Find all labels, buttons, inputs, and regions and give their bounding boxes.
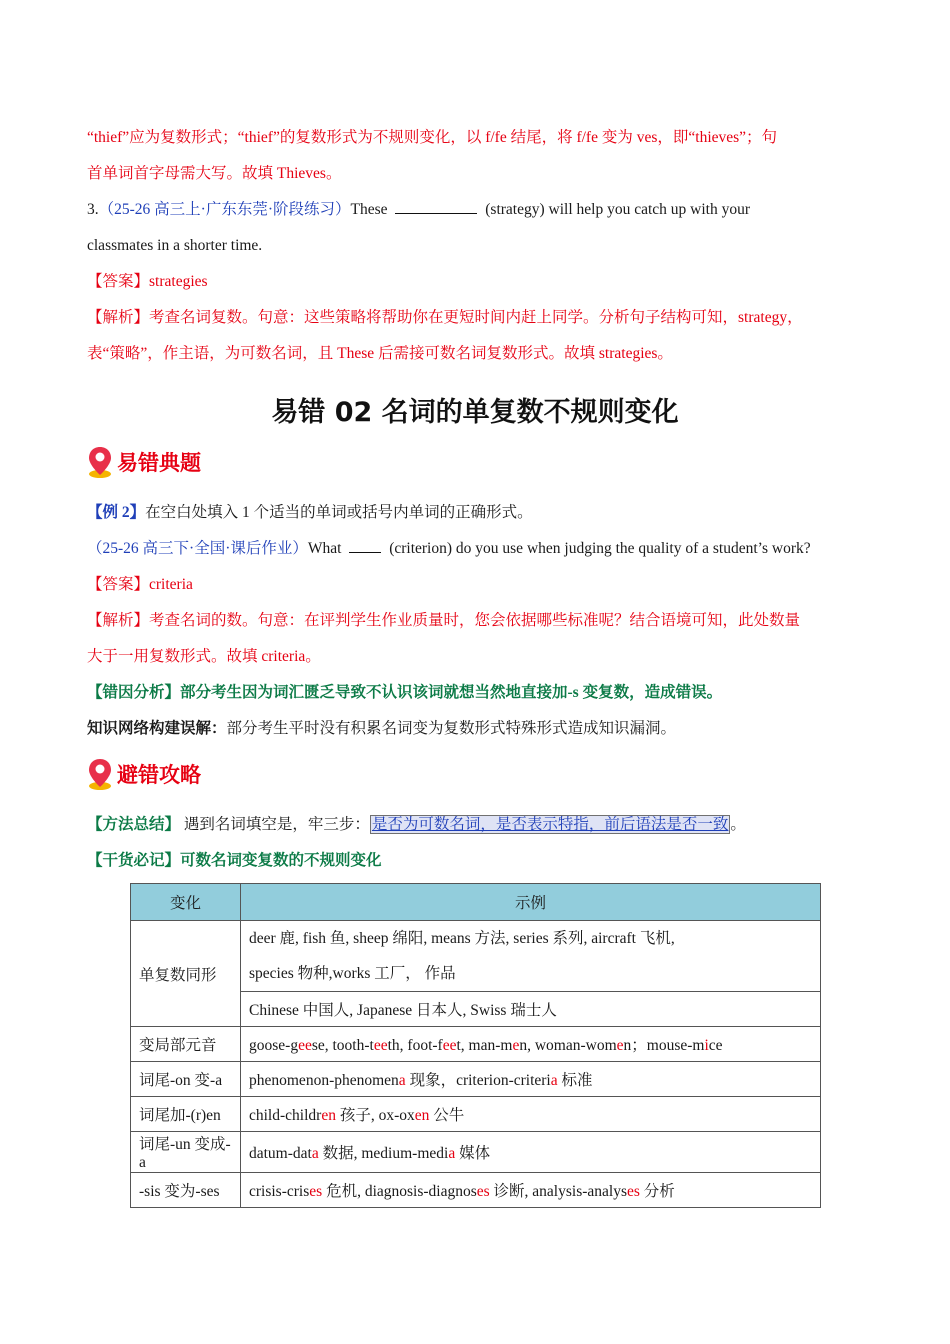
method-highlight: 是否为可数名词，是否表示特指，前后语法是否一致 (371, 816, 729, 833)
answer-blank[interactable] (395, 199, 477, 214)
table-cell-vowel-examples (241, 1027, 821, 1062)
method-end: 。 (730, 816, 746, 833)
table-cell-vowel: 变局部元音 (131, 1027, 241, 1062)
example-text: goose-g (249, 1037, 299, 1054)
example-text-after: (criterion) do you use when judging the quality of a student’s work? (389, 540, 811, 557)
table-cell-sis: -sis 变为-ses (131, 1173, 241, 1208)
highlight-letters: es (309, 1183, 323, 1200)
question-number: 3. (87, 201, 99, 218)
location-pin-icon (87, 445, 113, 479)
table-header-example: 示例 (241, 884, 821, 921)
table-cell-sis-examples (241, 1173, 821, 1208)
highlight-letters: i (704, 1037, 709, 1054)
table-cell-on-a: 词尾-on 变-a (131, 1062, 241, 1097)
example-label: 【例 2】 (87, 504, 146, 521)
example-analysis-line1 (87, 603, 863, 639)
highlight-letters: es (627, 1183, 640, 1200)
example-text: phenomenon-phenomen (249, 1072, 399, 1089)
example-text: 数据, medium-medi (318, 1145, 449, 1162)
document-page (87, 120, 863, 1208)
table-row (131, 1132, 821, 1173)
highlight-letters: e (512, 1037, 520, 1054)
table-cell-same-form-nationality: Chinese 中国人, Japanese 日本人, Swiss 瑞士人 (241, 992, 821, 1027)
example-text: 分析 (639, 1183, 675, 1200)
question-text-after: (strategy) will help you catch up with your (485, 201, 750, 218)
error-cause: 【错因分析】部分考生因为词汇匮乏导致不认识该词就想当然地直接加-s 变复数，造成错误。 (87, 684, 723, 701)
example-line (87, 495, 863, 531)
analysis-text: 考查名词复数。句意：这些策略将帮助你在更短时间内赶上同学。分析句子结构可知，strategy， (149, 309, 803, 326)
highlight-letters: en (321, 1107, 336, 1124)
example-text: 媒体 (455, 1145, 491, 1162)
example-blank[interactable] (349, 538, 381, 553)
example-text: ce (708, 1037, 723, 1054)
highlight-letters: a (448, 1145, 456, 1162)
dry-goods-heading: 【干货必记】可数名词变复数的不规则变化 (87, 852, 382, 869)
highlight-letters: a (311, 1145, 319, 1162)
typical-heading (87, 439, 863, 485)
example-question (87, 531, 863, 567)
method-line (87, 807, 863, 843)
same-form-line2: species 物种,works 工厂， 作品 (249, 965, 456, 982)
avoid-heading-text: 避错攻略 (117, 763, 201, 787)
example-answer (87, 567, 863, 603)
answer-line (87, 264, 863, 300)
question-text-line2: classmates in a shorter time. (87, 237, 263, 254)
table-cell-en-examples (241, 1097, 821, 1132)
example-text: t, man-m (456, 1037, 513, 1054)
highlight-letters: es (476, 1183, 490, 1200)
table-cell-same-form: 单复数同形 (131, 921, 241, 1027)
highlight-letters: a (398, 1072, 406, 1089)
example-analysis-line2: 大于一用复数形式。故填 criteria。 (87, 648, 321, 665)
analysis-line2: 表“策略”，作主语，为可数名词，且 These 后需接可数名词复数形式。故填 strategies。 (87, 345, 673, 362)
table-header-change: 变化 (131, 884, 241, 921)
example-answer-label: 【答案】 (87, 576, 150, 593)
section-title: 易错 02 名词的单复数不规则变化 (271, 397, 679, 428)
table-row (131, 1097, 821, 1132)
analysis-line1 (87, 300, 863, 336)
example-text: 危机, diagnosis-diagnos (322, 1183, 477, 1200)
table-cell-en: 词尾加-(r)en (131, 1097, 241, 1132)
example-text: n；mouse-m (623, 1037, 705, 1054)
example-text: 孩子, ox-ox (335, 1107, 415, 1124)
example-text: se, tooth-t (311, 1037, 374, 1054)
table-row (131, 1173, 821, 1208)
prev-analysis-line1: “thief”应为复数形式；“thief”的复数形式为不规则变化，以 f/fe 结尾，将 f/fe 变为 ves，即“thieves”；句 (87, 129, 778, 146)
highlight-letters: e (616, 1037, 624, 1054)
example-text: crisis-cris (249, 1183, 310, 1200)
example-text: 标准 (557, 1072, 593, 1089)
example-answer-value: criteria (149, 576, 193, 593)
table-cell-um-a-examples (241, 1132, 821, 1173)
example-text: 公牛 (429, 1107, 465, 1124)
location-pin-icon (87, 757, 113, 791)
analysis-label: 【解析】 (87, 309, 150, 326)
example-text: child-childr (249, 1107, 322, 1124)
knowledge-label: 知识网络构建误解： (87, 720, 227, 737)
knowledge-text: 部分考生平时没有积累名词变为复数形式特殊形式造成知识漏洞。 (226, 720, 677, 737)
prev-analysis-line2: 首单词首字母需大写。故填 Thieves。 (87, 165, 342, 182)
table-row (131, 921, 821, 992)
typical-heading-text: 易错典题 (117, 451, 201, 475)
highlight-letters: ee (298, 1037, 312, 1054)
example-instruction: 在空白处填入 1 个适当的单词或括号内单词的正确形式。 (145, 504, 533, 521)
example-text: datum-dat (249, 1145, 312, 1162)
table-cell-um-a: 词尾-un 变成-a (131, 1132, 241, 1173)
table-cell-same-form-examples (241, 921, 821, 992)
highlight-letters: en (414, 1107, 430, 1124)
example-text: th, foot-f (387, 1037, 443, 1054)
table-row (131, 1027, 821, 1062)
highlight-letters: a (550, 1072, 558, 1089)
answer-value: strategies (149, 273, 208, 290)
example-source: （25-26 高三下·全国·课后作业） (87, 540, 308, 557)
table-row (131, 1062, 821, 1097)
method-text: 遇到名词填空是，牢三步： (183, 816, 370, 833)
answer-label: 【答案】 (87, 273, 150, 290)
table-cell-on-a-examples (241, 1062, 821, 1097)
method-label: 【方法总结】 (87, 816, 181, 833)
irregular-plural-table (130, 883, 821, 1208)
table-header-row (131, 884, 821, 921)
knowledge-line (87, 711, 863, 747)
example-text: n, woman-wom (519, 1037, 617, 1054)
example-text: 诊断, analysis-analys (489, 1183, 627, 1200)
highlight-letters: ee (373, 1037, 388, 1054)
question-text-before: These (350, 201, 388, 218)
example-text: 现象，criterion-criteri (405, 1072, 551, 1089)
highlight-letters: ee (442, 1037, 457, 1054)
same-form-line1: deer 鹿, fish 鱼, sheep 绵阳, means 方法, series 系列, aircraft 飞机, (249, 930, 675, 947)
question-3 (87, 192, 863, 228)
example-text-before: What (307, 540, 342, 557)
example-analysis-text: 考查名词的数。句意：在评判学生作业质量时，您会依据哪些标准呢？结合语境可知，此处数量 (149, 612, 801, 629)
question-source: （25-26 高三上·广东东莞·阶段练习） (98, 201, 351, 218)
avoid-heading (87, 751, 863, 797)
example-analysis-label: 【解析】 (87, 612, 150, 629)
